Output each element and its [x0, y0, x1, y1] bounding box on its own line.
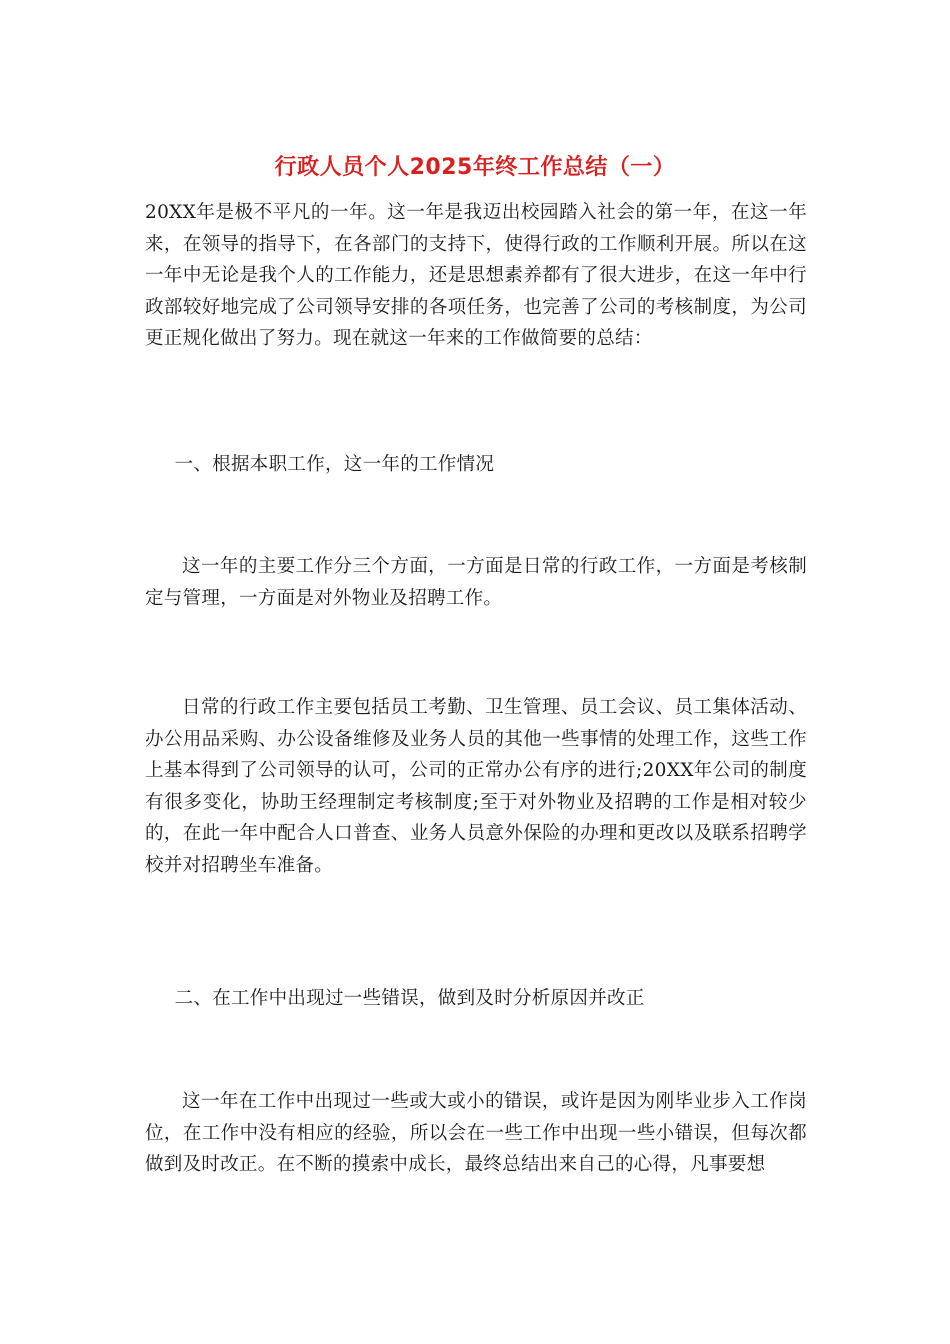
section-heading-2: 二、在工作中出现过一些错误，做到及时分析原因并改正: [174, 988, 645, 1009]
intro-paragraph: 20XX年是极不平凡的一年。这一年是我迈出校园踏入社会的第一年，在这一年来，在领导的指导下，在各部门的支持下，使得行政的工作顺利开展。所以在这一年中无论是我个人的工作能力，还是思想素养都有了很大进步，在这一年中行政部较好地完成了公司领导安排的各项任务，也完善了公司的考核制度，为公司更正规化做出了努力。现在就这一年来的工作做简要的总结：: [145, 202, 807, 349]
body-paragraph-3: 这一年在工作中出现过一些或大或小的错误，或许是因为刚毕业步入工作岗位，在工作中没有相应的经验，所以会在一些工作中出现一些小错误，但每次都做到及时改正。在不断的摸索中成长，最终总结出来自己的心得，凡事要想: [145, 1091, 807, 1175]
body-paragraph-1: 这一年的主要工作分三个方面，一方面是日常的行政工作，一方面是考核制定与管理，一方面是对外物业及招聘工作。: [145, 556, 807, 609]
document-title: 行政人员个人2025年终工作总结（一）: [274, 155, 676, 180]
section-heading-1: 一、根据本职工作，这一年的工作情况: [174, 454, 495, 475]
body-paragraph-2: 日常的行政工作主要包括员工考勤、卫生管理、员工会议、员工集体活动、办公用品采购、办公设备维修及业务人员的其他一些事情的处理工作，这些工作上基本得到了公司领导的认可，公司的正常办公有序的进行;20XX年公司的制度有很多变化，协助王经理制定考核制度;至于对外物业及招聘的工作是相对较少的，在此一年中配合人口普查、业务人员意外保险的办理和更改以及联系招聘学校并对招聘坐车准备。: [145, 697, 807, 876]
